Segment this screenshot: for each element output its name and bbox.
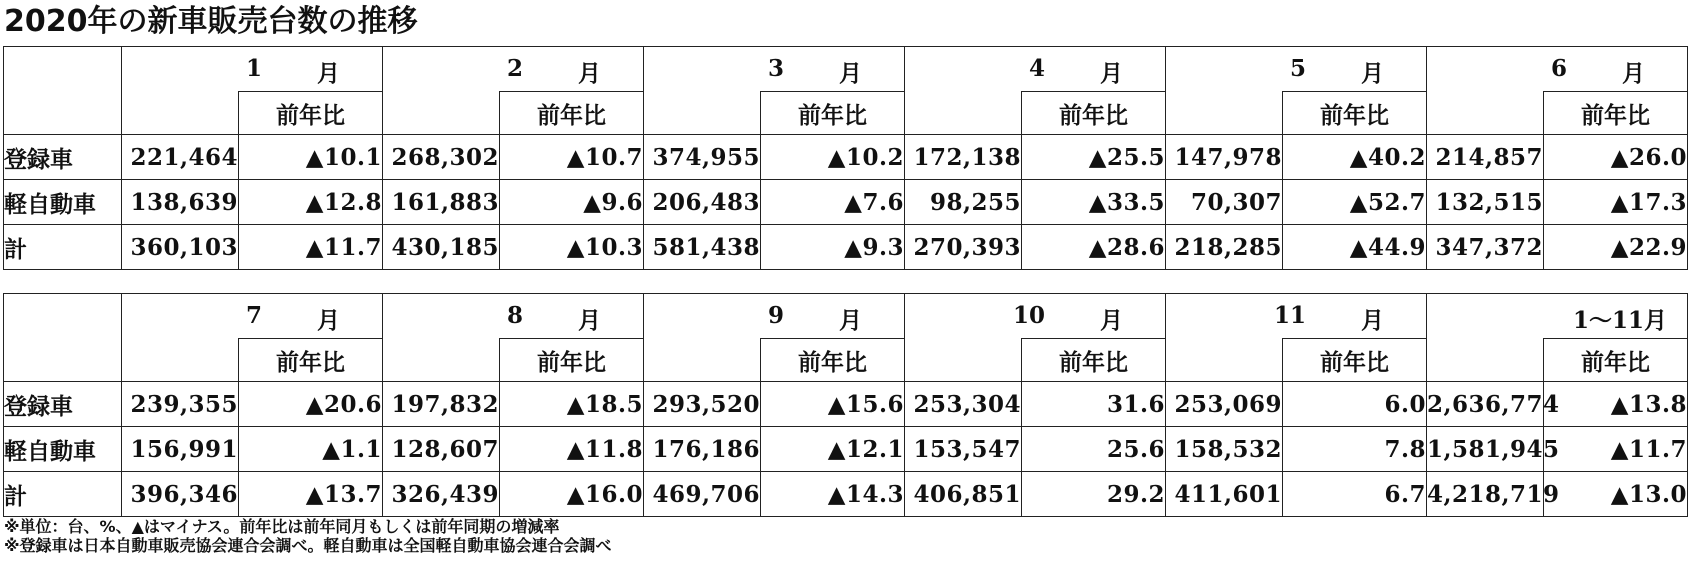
yoy-cell: ▲44.9 (1283, 225, 1427, 270)
row-label: 軽自動車 (4, 427, 122, 472)
yoy-cell: ▲9.6 (500, 180, 644, 225)
footnote-sources: ※登録車は日本自動車販売協会連合会調べ。軽自動車は全国軽自動車協会連合会調べ (4, 536, 612, 555)
sales-table-jul-nov (3, 293, 1688, 517)
footnote-units: ※単位：台、%、▲はマイナス。前年比は前年同月もしくは前年同期の増減率 (4, 517, 560, 536)
month-unit: 月 (1100, 60, 1123, 87)
units-cell: 406,851 (905, 472, 1022, 517)
month-number: 7 (245, 302, 262, 329)
units-cell: 4,218,719 (1427, 472, 1544, 517)
row-label: 軽自動車 (4, 180, 122, 225)
units-cell: 430,185 (383, 225, 500, 270)
yoy-cell: ▲11.8 (500, 427, 644, 472)
units-cell: 239,355 (122, 382, 239, 427)
month-number: 9 (767, 302, 784, 329)
yoy-cell: ▲22.9 (1544, 225, 1688, 270)
yoy-cell: ▲16.0 (500, 472, 644, 517)
month-unit: 月 (317, 60, 340, 87)
volume-subheader (905, 339, 1022, 382)
volume-subheader (644, 92, 761, 135)
units-cell: 581,438 (644, 225, 761, 270)
units-cell: 293,520 (644, 382, 761, 427)
yoy-cell: ▲52.7 (1283, 180, 1427, 225)
units-cell: 98,255 (905, 180, 1022, 225)
units-cell: 253,304 (905, 382, 1022, 427)
month-number: 10 (1012, 302, 1045, 329)
month-header (1427, 47, 1688, 92)
month-number: 11 (1273, 302, 1306, 329)
yoy-cell: 29.2 (1022, 472, 1166, 517)
units-cell: 172,138 (905, 135, 1022, 180)
volume-subheader (122, 339, 239, 382)
yoy-cell: ▲7.6 (761, 180, 905, 225)
month-header (383, 47, 644, 92)
corner-cell (4, 47, 122, 135)
yoy-header: 前年比 (239, 339, 383, 382)
yoy-cell: ▲10.3 (500, 225, 644, 270)
month-range: 1〜11月 (1572, 307, 1667, 334)
yoy-cell: 6.0 (1283, 382, 1427, 427)
sales-table-jan-jun (3, 46, 1688, 270)
row-label: 計 (4, 225, 122, 270)
row-label: 登録車 (4, 135, 122, 180)
month-header (905, 294, 1166, 339)
yoy-cell: ▲1.1 (239, 427, 383, 472)
units-cell: 1,581,945 (1427, 427, 1544, 472)
units-cell: 153,547 (905, 427, 1022, 472)
units-cell: 347,372 (1427, 225, 1544, 270)
month-unit: 月 (839, 307, 862, 334)
month-number: 1 (245, 55, 262, 82)
yoy-header: 前年比 (1022, 339, 1166, 382)
month-header (644, 294, 905, 339)
month-unit: 月 (839, 60, 862, 87)
units-cell: 206,483 (644, 180, 761, 225)
month-number: 4 (1028, 55, 1045, 82)
yoy-cell: ▲33.5 (1022, 180, 1166, 225)
yoy-header: 前年比 (1022, 92, 1166, 135)
yoy-header: 前年比 (500, 339, 644, 382)
month-unit: 月 (1622, 60, 1645, 87)
yoy-cell: ▲40.2 (1283, 135, 1427, 180)
table-row (4, 225, 1688, 270)
units-cell: 2,636,774 (1427, 382, 1544, 427)
units-cell: 176,186 (644, 427, 761, 472)
yoy-cell: ▲20.6 (239, 382, 383, 427)
yoy-header: 前年比 (1283, 92, 1427, 135)
volume-subheader (383, 339, 500, 382)
yoy-cell: ▲11.7 (239, 225, 383, 270)
units-cell: 374,955 (644, 135, 761, 180)
units-cell: 268,302 (383, 135, 500, 180)
month-number: 8 (506, 302, 523, 329)
volume-subheader (1166, 339, 1283, 382)
yoy-cell: 6.7 (1283, 472, 1427, 517)
units-cell: 128,607 (383, 427, 500, 472)
yoy-cell: ▲10.7 (500, 135, 644, 180)
yoy-cell: 25.6 (1022, 427, 1166, 472)
volume-subheader (905, 92, 1022, 135)
yoy-header: 前年比 (500, 92, 644, 135)
volume-subheader (122, 92, 239, 135)
yoy-header: 前年比 (1544, 92, 1688, 135)
yoy-cell: ▲25.5 (1022, 135, 1166, 180)
yoy-cell: ▲15.6 (761, 382, 905, 427)
units-cell: 138,639 (122, 180, 239, 225)
volume-subheader (1427, 339, 1544, 382)
units-cell: 253,069 (1166, 382, 1283, 427)
month-number: 3 (767, 55, 784, 82)
units-cell: 214,857 (1427, 135, 1544, 180)
units-cell: 360,103 (122, 225, 239, 270)
units-cell: 156,991 (122, 427, 239, 472)
yoy-cell: ▲28.6 (1022, 225, 1166, 270)
units-cell: 197,832 (383, 382, 500, 427)
month-number: 6 (1550, 55, 1567, 82)
yoy-cell: ▲17.3 (1544, 180, 1688, 225)
yoy-header: 前年比 (761, 92, 905, 135)
volume-subheader (1427, 92, 1544, 135)
row-label: 登録車 (4, 382, 122, 427)
corner-cell (4, 294, 122, 382)
units-cell: 326,439 (383, 472, 500, 517)
month-unit: 月 (1361, 60, 1384, 87)
units-cell: 70,307 (1166, 180, 1283, 225)
yoy-header: 前年比 (761, 339, 905, 382)
yoy-cell: ▲12.1 (761, 427, 905, 472)
units-cell: 132,515 (1427, 180, 1544, 225)
page-title: 2020年の新車販売台数の推移 (4, 4, 418, 39)
month-unit: 月 (1361, 307, 1384, 334)
month-header (1166, 294, 1427, 339)
footnotes (4, 517, 612, 555)
yoy-cell: ▲12.8 (239, 180, 383, 225)
month-number: 5 (1289, 55, 1306, 82)
yoy-cell: ▲10.1 (239, 135, 383, 180)
table-row (4, 382, 1688, 427)
month-number: 2 (506, 55, 523, 82)
yoy-header: 前年比 (239, 92, 383, 135)
yoy-cell: 7.8 (1283, 427, 1427, 472)
units-cell: 161,883 (383, 180, 500, 225)
yoy-cell: ▲10.2 (761, 135, 905, 180)
volume-subheader (644, 339, 761, 382)
table-row (4, 427, 1688, 472)
month-unit: 月 (317, 307, 340, 334)
month-header (1427, 294, 1688, 339)
yoy-cell: ▲9.3 (761, 225, 905, 270)
volume-subheader (383, 92, 500, 135)
row-label: 計 (4, 472, 122, 517)
units-cell: 396,346 (122, 472, 239, 517)
month-unit: 月 (578, 307, 601, 334)
units-cell: 158,532 (1166, 427, 1283, 472)
yoy-cell: ▲13.7 (239, 472, 383, 517)
yoy-header: 前年比 (1283, 339, 1427, 382)
month-unit: 月 (578, 60, 601, 87)
table-row (4, 180, 1688, 225)
yoy-header: 前年比 (1544, 339, 1688, 382)
month-unit: 月 (1100, 307, 1123, 334)
units-cell: 411,601 (1166, 472, 1283, 517)
month-header (122, 294, 383, 339)
volume-subheader (1166, 92, 1283, 135)
month-header (905, 47, 1166, 92)
month-header (1166, 47, 1427, 92)
yoy-cell: ▲13.8 (1544, 382, 1688, 427)
month-header (644, 47, 905, 92)
units-cell: 218,285 (1166, 225, 1283, 270)
yoy-cell: ▲18.5 (500, 382, 644, 427)
yoy-cell: ▲11.7 (1544, 427, 1688, 472)
yoy-cell: ▲14.3 (761, 472, 905, 517)
month-header (383, 294, 644, 339)
units-cell: 221,464 (122, 135, 239, 180)
yoy-cell: ▲26.0 (1544, 135, 1688, 180)
units-cell: 469,706 (644, 472, 761, 517)
yoy-cell: 31.6 (1022, 382, 1166, 427)
table-row (4, 135, 1688, 180)
units-cell: 147,978 (1166, 135, 1283, 180)
units-cell: 270,393 (905, 225, 1022, 270)
table-row (4, 472, 1688, 517)
month-header (122, 47, 383, 92)
yoy-cell: ▲13.0 (1544, 472, 1688, 517)
